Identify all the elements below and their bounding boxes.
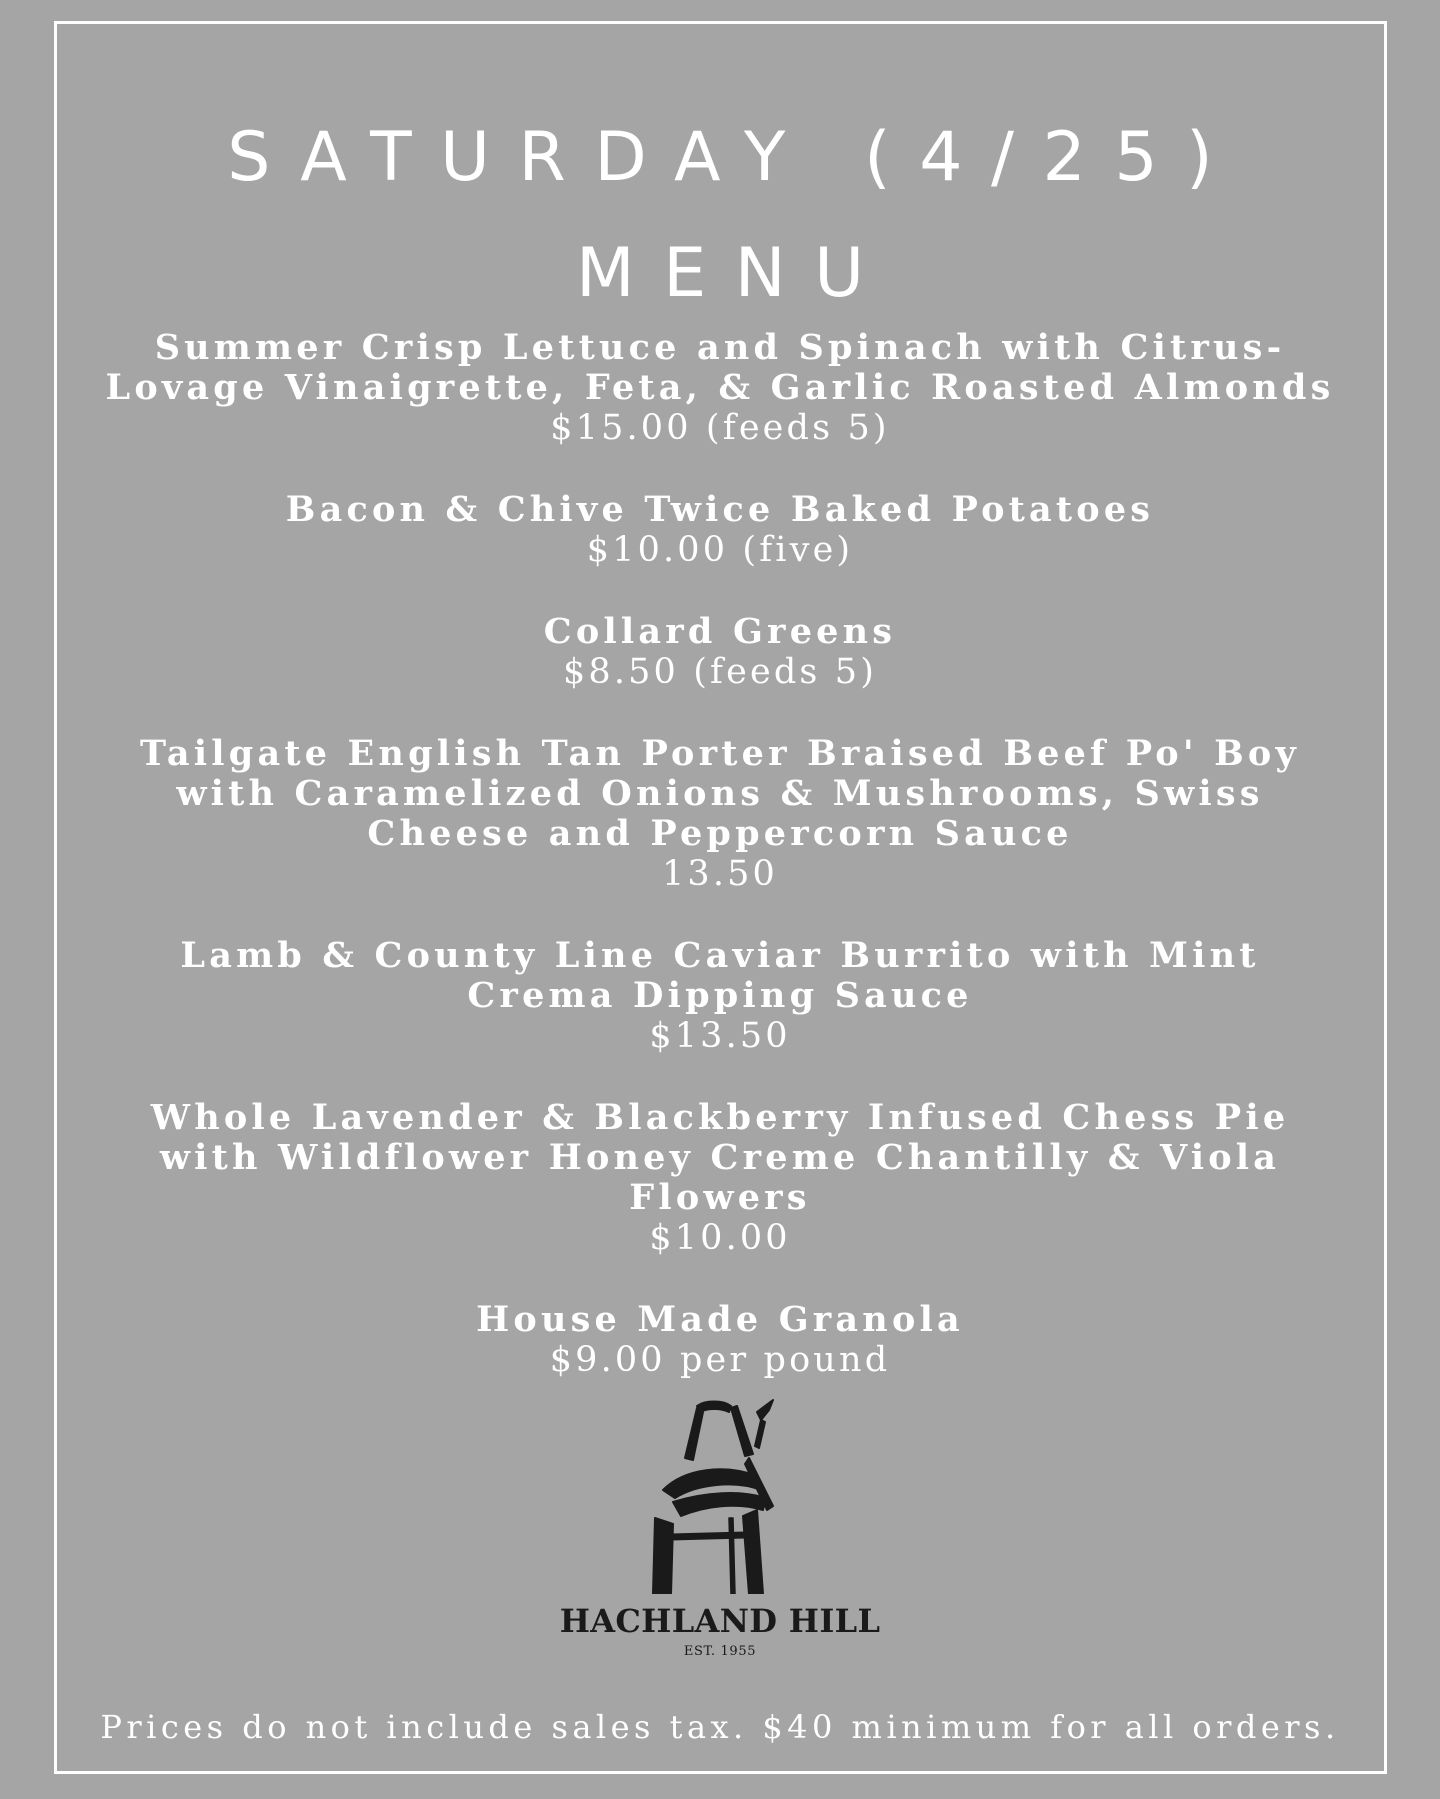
footer-note: Prices do not include sales tax. $40 minimum for all orders. — [100, 1708, 1340, 1746]
brand-name: HACHLAND HILL — [559, 1602, 881, 1640]
menu-item-name: House Made Granola — [476, 1299, 964, 1340]
hachland-hill-logo — [0, 1398, 1440, 1659]
menu-item-price: $13.50 — [649, 1016, 791, 1056]
menu-item-name: Whole Lavender & Blackberry Infused Chess Pie with Wildflower Honey Creme Chantilly & Viola Flowers — [150, 1097, 1290, 1218]
menu-item — [95, 1098, 1345, 1258]
menu-item-price: $9.00 per pound — [549, 1340, 891, 1380]
rocking-chair-icon — [645, 1398, 795, 1594]
menu-item-price: $10.00 — [649, 1218, 791, 1258]
menu-item-name: Tailgate English Tan Porter Braised Beef Po' Boy with Caramelized Onions & Mushrooms, Swiss Cheese and Peppercorn Sauce — [140, 733, 1300, 854]
menu-item — [90, 490, 1350, 570]
menu-item — [90, 1300, 1350, 1380]
menu-title: MENU — [576, 234, 893, 313]
menu-item-price: $15.00 (feeds 5) — [550, 408, 890, 448]
menu-item-price: 13.50 — [662, 854, 778, 894]
menu-item — [95, 328, 1345, 448]
menu-item-name: Lamb & County Line Caviar Burrito with Mint Crema Dipping Sauce — [180, 935, 1260, 1016]
menu-item-name: Bacon & Chive Twice Baked Potatoes — [285, 489, 1155, 530]
menu-item-price: $10.00 (five) — [586, 530, 854, 570]
menu-item-price: $8.50 (feeds 5) — [562, 652, 878, 692]
menu-title-day: SATURDAY (4/25) — [227, 118, 1242, 197]
menu-item — [120, 936, 1320, 1056]
brand-established: EST. 1955 — [683, 1644, 757, 1659]
menu-item — [105, 734, 1335, 894]
menu-list — [90, 328, 1350, 1422]
menu-item — [90, 612, 1350, 692]
menu-item-name: Summer Crisp Lettuce and Spinach with Citrus-Lovage Vinaigrette, Feta, & Garlic Roasted Almonds — [105, 327, 1335, 408]
menu-item-name: Collard Greens — [543, 611, 897, 652]
